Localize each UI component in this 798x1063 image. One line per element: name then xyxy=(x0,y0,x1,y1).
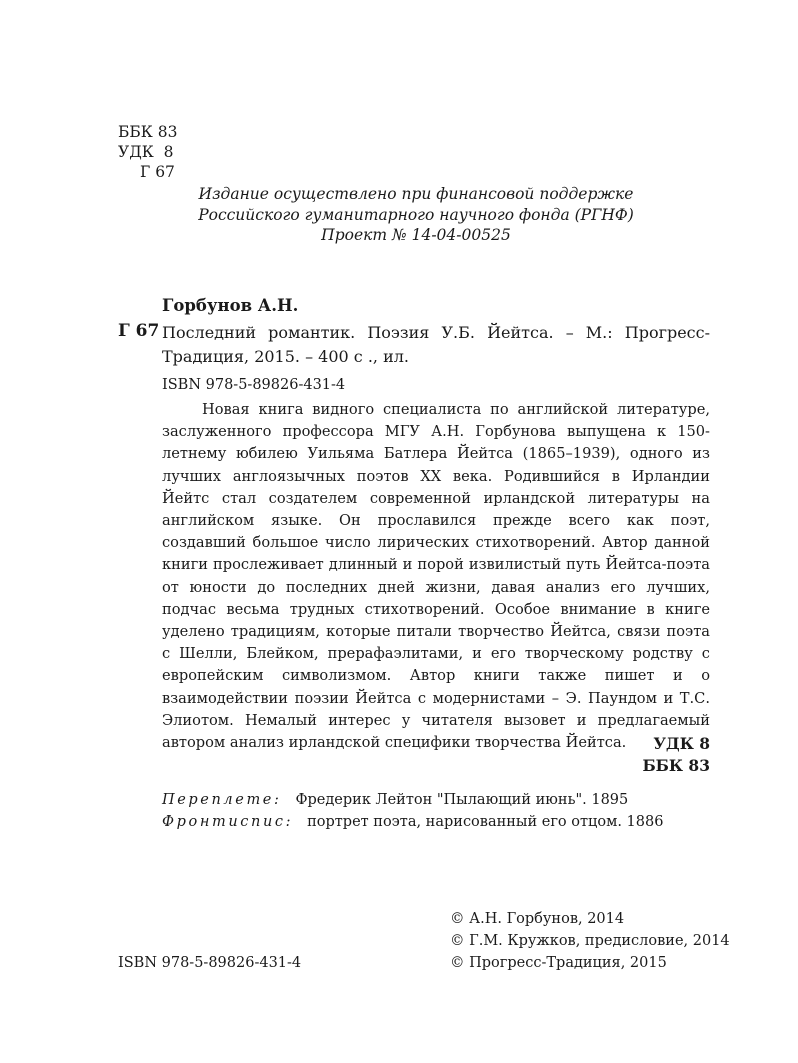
binding-line xyxy=(162,789,663,811)
funding-note xyxy=(160,184,672,246)
classification-codes xyxy=(642,733,710,777)
funding-line-1: Издание осуществлено при финансовой поддержке xyxy=(198,185,634,203)
funding-line-3: Проект № 14-04-00525 xyxy=(321,226,511,244)
binding-value: Фредерик Лейтон "Пылающий июнь". 1895 xyxy=(295,792,629,808)
record-title xyxy=(162,321,710,369)
illustrations-note xyxy=(162,789,663,833)
classification-bbk: ББК 83 xyxy=(642,756,710,775)
record-title-line-2: Традиция, 2015. – 400 с ., ил. xyxy=(162,347,410,366)
copyrights xyxy=(450,908,730,974)
record-title-line-1: Последний романтик. Поэзия У.Б. Йейтса. – М.: Прогресс- xyxy=(162,323,710,342)
bbk-code: ББК 83 xyxy=(118,123,178,141)
binding-label: Переплете: xyxy=(162,792,282,808)
copyright-line: © Г.М. Кружков, предисловие, 2014 xyxy=(450,933,730,949)
funding-line-2: Российского гуманитарного научного фонда (РГНФ) xyxy=(198,205,634,224)
record-isbn: ISBN 978-5-89826-431-4 xyxy=(162,377,346,393)
copyright-line: © А.Н. Горбунов, 2014 xyxy=(450,911,625,927)
author-mark-code: Г 67 xyxy=(140,163,175,181)
copyright-line: © Прогресс-Традиция, 2015 xyxy=(450,955,667,971)
record-author: Горбунов А.Н. xyxy=(162,296,299,315)
frontispiece-line xyxy=(162,811,663,833)
udk-code: УДК 8 xyxy=(118,143,174,161)
annotation-text: Новая книга видного специалиста по английской литературе, заслуженного профессора МГУ А.Н. Горбунова выпущена к 150-летнему юбилею Уильяма Батлера Йейтса (1865–1939), одного из лучших англоязычных поэтов XX века. Родившийся в Ирландии Йейтс стал создателем современной ирландской литературы на английском языке. Он прославился прежде всего как поэт, создавший большое число лирических стихотворений. Автор данной книги прослеживает длинный и порой извилистый путь Йейтса-поэта от юности до последних дней жизни, давая анализ его лучших, подчас весьма трудных стихотворений. Особое внимание в книге уделено традициям, которые питали творчество Йейтса, связи поэта с Шелли, Блейком, прерафаэлитами, и его творческому родству с европейским символизмом. Автор книги также пишет и о взаимодействии поэзии Йейтса с модернистами – Э. Паундом и Т.С. Элиотом. Немалый интерес у читателя вызовет и предлагаемый автором анализ ирландской специфики творчества Йейтса. xyxy=(162,401,710,752)
library-codes xyxy=(118,122,177,182)
frontispiece-value: портрет поэта, нарисованный его отцом. 1886 xyxy=(307,814,664,830)
classification-udk: УДК 8 xyxy=(653,734,710,753)
frontispiece-label: Фронтиспис: xyxy=(162,814,294,830)
isbn-bottom: ISBN 978-5-89826-431-4 xyxy=(118,955,302,971)
record-author-mark: Г 67 xyxy=(118,321,160,341)
annotation xyxy=(162,399,710,754)
